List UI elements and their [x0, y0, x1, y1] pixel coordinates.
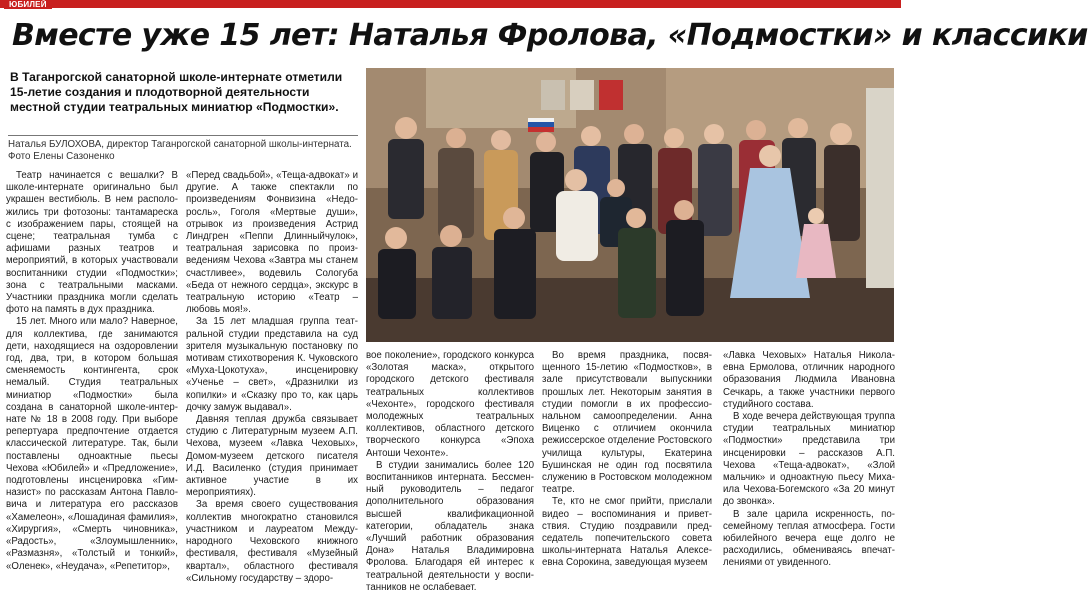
top-accent-bar	[0, 0, 901, 8]
text-column-1	[6, 170, 178, 573]
text-column-5	[723, 350, 895, 570]
group-photo-image	[366, 68, 894, 342]
paragraph: В зале царила искренность, посемейному теплая атмосфера. Гости юбилейного вечера еще долго не расходились, обмениваясь впечатлениями от увиденного.	[723, 508, 895, 569]
photo-credit: Фото Елены Сазоненко	[8, 150, 115, 162]
article-headline: Вместе уже 15 лет: Наталья Фролова, «Подмостки» и классики	[12, 18, 1088, 53]
text-column-4	[542, 350, 712, 570]
section-rubric: ЮБИЛЕЙ	[4, 0, 52, 9]
divider	[8, 135, 358, 136]
paragraph: Театр начинается с вешалки? В школе-интернате оригинально был украшен вестибюль. В нем расположились три фотозоны: тантамареска с изображением пары, стоящей на сцене; театральная тумба с афишами разных театров и мероприятий, в которых участвовали воспитанники студии «Подмостки»; зона с театральными масками. Участники праздника могли сделать фото на память в дух праздника.	[6, 170, 178, 316]
author-line: Наталья БУЛОХОВА, директор Таганрогской санаторной школы-интерната.	[8, 139, 352, 150]
group-photo	[366, 68, 894, 342]
paragraph: «Перед свадьбой», «Теща-адвокат» и другие. А также спектакли по произведениям Фонвизина «Недоросль», Гоголя «Мертвые души», отрывок из произведения Астрид Линдгрен «Пеппи Длинныйчулок», театральная зарисовка по произведениям Чехова «Завтра мы станем счастливее», водевиль Сологуба «Беда от нежного сердца», экскурс в театральную историю «Театр – любовь моя!».	[186, 170, 358, 316]
paragraph: Те, кто не смог прийти, прислали видео – воспоминания и приветствия. Студию поздравили председатель попечительского совета школы-интерната Наталья Алексеевна Сорокина, заведующая музеем	[542, 496, 712, 569]
text-column-3	[366, 350, 534, 594]
paragraph: За время своего существования коллектив многократно становился участником и лауреатом Международного Чеховского книжного фестиваля, фестиваля «Музейный квартал», областного фестиваля «Сильному государству – здоро-	[186, 499, 358, 584]
paragraph: Давняя теплая дружба связывает студию с Литературным музеем А.П. Чехова, музеем «Лавка Чеховых», Домом-музеем детского писателя И.Д. Василенко (студия принимает активное участие в их мероприятиях).	[186, 414, 358, 499]
paragraph: вое поколение», городского конкурса «Золотая маска», открытого городского детского фестиваля театральных коллективов «Чехонте», городского фестиваля молодежных театральных коллективов, областного детского творческого конкурса «Эпоха Антоши Чехонте».	[366, 350, 534, 459]
paragraph: В студии занимались более 120 воспитанников интерната. Бессменный руководитель – педагог дополнительного образования высшей квалификационной категории, обладатель знака «Лучший работник образования Дона» Наталья Владимировна Фролова. Благодаря ей интерес к театральной деятельности у воспитанников не ослабевает.	[366, 459, 534, 593]
paragraph: «Лавка Чеховых» Наталья Николаевна Ермолова, отличник народного образования Людмила Ивановна Сечкарь, а также участники первого студийного состава.	[723, 350, 895, 410]
byline	[8, 139, 358, 162]
paragraph: В ходе вечера действующая труппа студии театральных миниатюр «Подмостки» представила три инсценировки – рассказов А.П. Чехова «Теща-адвокат», «Злой мальчик» и одноактную пьесу Михаила Чехова-Богемского «За 20 минут до звонка».	[723, 411, 895, 508]
paragraph: Во время праздника, посвященного 15-летию «Подмостков», в зале присутствовали выпускники прошлых лет. Некоторым занятия в студии помогли в их профессиональном самоопределении. Анна Виценко с отличием окончила режиссерское отделение Ростовского училища культуры, Екатерина Бушинская не один год посвятила служению в Ростовском молодежном театре.	[542, 350, 712, 496]
paragraph: 15 лет. Много или мало? Наверное, для коллектива, где занимаются дети, находящиеся на оздоровлении год, два, три, в котором большая сменяемость контингента, срок немалый. Студия театральных миниатюр «Подмостки» была создана в санаторной школе-интернате № 18 в 2008 году. При выборе репертуара предпочтение отдается классической литературе. Так, были поставлены одноактные пьесы Чехова «Юбилей» и «Предложение», подготовлены инсценировка «Гимназист» по рассказам Антона Павловича и литература его рассказов «Хамелеон», «Лошадиная фамилия», «Хирургия», «Смерть чиновника», «Радость», «Злоумышленник», «Размазня», «Толстый и тонкий», «Оленек», «Неудача», «Репетитор»,	[6, 316, 178, 572]
text-column-2	[186, 170, 358, 585]
article-lead: В Таганрогской санаторной школе-интернате отметили 15-летие создания и плодотворной деятельности местной студии театральных миниатюр «Подмостки».	[10, 70, 343, 114]
paragraph: За 15 лет младшая группа театральной студии представила на суд зрителя музыкальную постановку по мотивам стихотворения К. Чуковского «Муха-Цокотуха», инсценировку «Ученье – свет», «Дразнилки из копилки» и «Сказку про то, как царь дочку замуж выдавал».	[186, 316, 358, 413]
